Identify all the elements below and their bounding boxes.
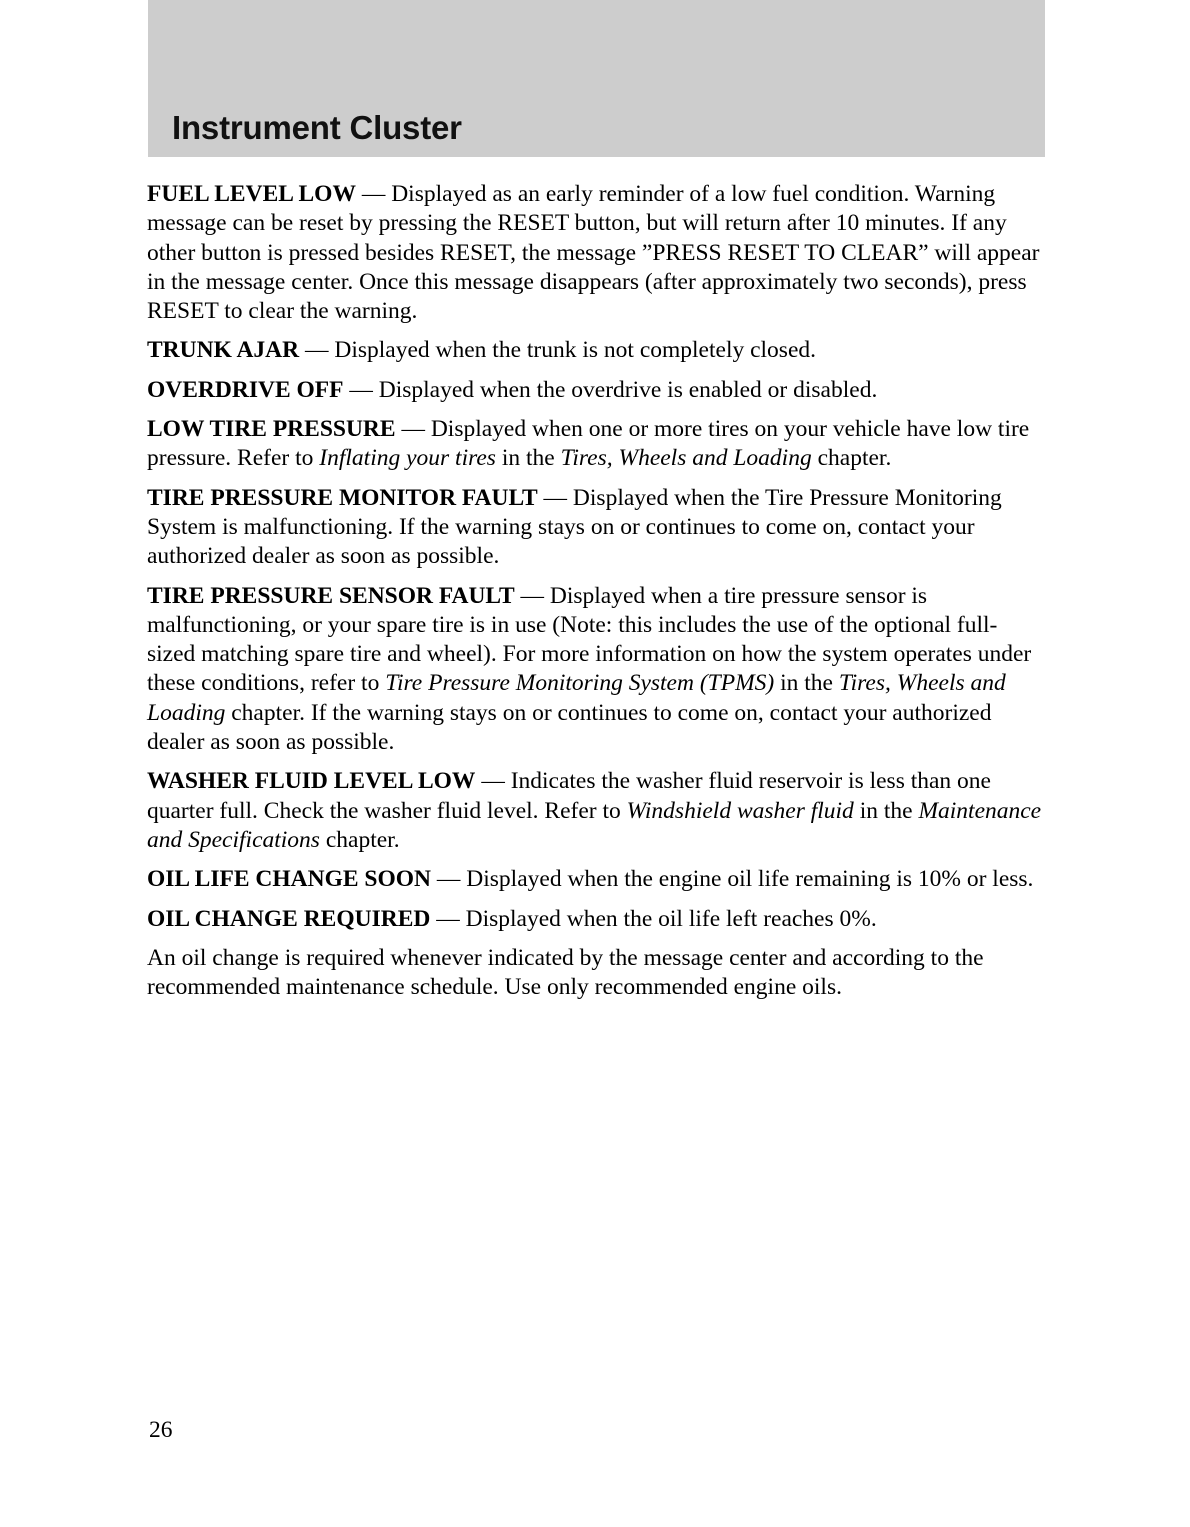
em-dash: — <box>430 905 466 932</box>
body-text: Displayed as an early reminder of a low fuel condition. Warning message can be reset by pressing the RESET button, but will return after 10 minutes. If any other button is pressed besides RESET, the message ”PRESS RESET TO CLEAR” will appear in the message center. Once this message disappears (after approximately two seconds), press RESET to clear the warning. <box>147 181 1040 325</box>
body-text: Displayed when the overdrive is enabled or disabled. <box>378 376 878 403</box>
cross-reference-tires-wheels-and-loading: Tires, Wheels and Loading <box>560 445 812 472</box>
em-dash: — <box>299 337 335 364</box>
body-text: An oil change is required whenever indicated by the message center and according to the recommended maintenance schedule. Use only recommended engine oils. <box>147 944 984 1001</box>
term-fuel-level-low: FUEL LEVEL LOW <box>147 181 356 207</box>
paragraph-washer-fluid-level-low <box>147 767 1042 855</box>
section-header-band <box>148 0 1045 157</box>
document-body <box>147 180 1042 1002</box>
body-text: in the <box>774 670 839 697</box>
em-dash: — <box>343 376 379 403</box>
body-text: in the <box>853 797 919 824</box>
body-text: Displayed when the trunk is not completely closed. <box>334 337 817 364</box>
body-text: chapter. <box>319 826 400 853</box>
term-overdrive-off: OVERDRIVE OFF <box>147 376 344 403</box>
body-text: Displayed when the Tire Pressure Monitoring System is malfunctioning. If the warning stays on or continues to come on, contact your authorized dealer as soon as possible. <box>147 484 1002 570</box>
em-dash: — <box>537 484 573 511</box>
term-tire-pressure-monitor-fault: TIRE PRESSURE MONITOR FAULT <box>147 484 538 511</box>
cross-reference-inflating-your-tires: Inflating your tires <box>319 445 496 472</box>
paragraph-low-tire-pressure <box>147 415 1042 474</box>
paragraph-trunk-ajar <box>147 336 1042 365</box>
term-washer-fluid-level-low: WASHER FLUID LEVEL LOW <box>147 768 476 795</box>
paragraph-oil-change-note <box>147 944 1042 1003</box>
cross-reference-maintenance-and-specifications: Maintenance and Specifications <box>147 797 1042 853</box>
em-dash: — <box>395 416 431 443</box>
body-text: chapter. <box>811 445 892 472</box>
page-title: Instrument Cluster <box>172 109 462 146</box>
term-tire-pressure-sensor-fault: TIRE PRESSURE SENSOR FAULT <box>147 582 515 609</box>
paragraph-fuel-level-low <box>147 180 1042 326</box>
term-oil-change-required: OIL CHANGE REQUIRED <box>147 905 431 932</box>
paragraph-overdrive-off <box>147 376 1042 405</box>
body-text: Indicates the washer fluid reservoir is less than one quarter full. Check the washer fluid level. Refer to <box>147 768 991 824</box>
cross-reference-windshield-washer-fluid: Windshield washer fluid <box>626 797 854 824</box>
paragraph-oil-life-change-soon <box>147 865 1042 894</box>
body-text: Displayed when one or more tires on your vehicle have low tire pressure. Refer to <box>147 416 1030 472</box>
term-oil-life-change-soon: OIL LIFE CHANGE SOON <box>147 866 432 893</box>
em-dash: — <box>514 582 550 609</box>
paragraph-oil-change-required <box>147 905 1042 934</box>
term-low-tire-pressure: LOW TIRE PRESSURE <box>147 416 396 443</box>
body-text: Displayed when the engine oil life remaining is 10% or less. <box>466 866 1034 893</box>
body-text: Displayed when the oil life left reaches 0%. <box>465 905 877 932</box>
em-dash: — <box>431 866 467 893</box>
body-text: chapter. If the warning stays on or continues to come on, contact your authorized dealer as soon as possible. <box>147 699 992 756</box>
body-text: in the <box>495 445 561 472</box>
paragraph-tire-pressure-sensor-fault <box>147 582 1042 758</box>
cross-reference-tpms: Tire Pressure Monitoring System (TPMS) <box>385 670 775 697</box>
body-text: Displayed when a tire pressure sensor is malfunctioning, or your spare tire is in use (Note: this includes the use of the optional full-sized matching spare tire and wheel). For more information on how the system operates under these conditions, refer to <box>147 582 1032 697</box>
em-dash: — <box>475 768 511 795</box>
paragraph-tire-pressure-monitor-fault <box>147 484 1042 572</box>
term-trunk-ajar: TRUNK AJAR <box>147 337 300 364</box>
em-dash: — <box>355 181 392 207</box>
cross-reference-tires-wheels-and-loading: Tires, Wheels and Loading <box>147 670 1006 726</box>
page-number: 26 <box>149 1417 173 1443</box>
